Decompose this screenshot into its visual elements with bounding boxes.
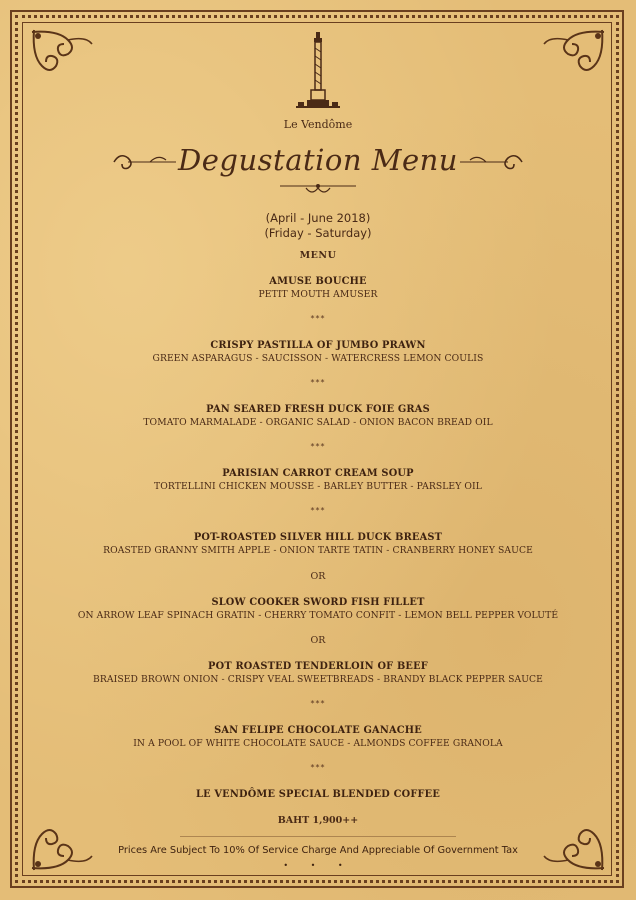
course-item <box>30 403 606 429</box>
course-description: BRAISED BROWN ONION - CRISPY VEAL SWEETBREADS - BRANDY BLACK PEPPER SAUCE <box>93 674 543 685</box>
course-item <box>30 724 606 750</box>
course-separator: *** <box>310 442 326 451</box>
course-description: ROASTED GRANNY SMITH APPLE - ONION TARTE TATIN - CRANBERRY HONEY SAUCE <box>103 545 533 556</box>
footer-note: Prices Are Subject To 10% Of Service Charge And Appreciable Of Government Tax <box>118 845 518 856</box>
scroll-flourish-icon <box>456 150 526 174</box>
price: BAHT 1,900++ <box>277 815 359 826</box>
day-range: (Friday - Saturday) <box>264 226 372 240</box>
course-separator: *** <box>310 314 326 323</box>
menu-heading: MENU <box>299 250 337 261</box>
course-description: TOMATO MARMALADE - ORGANIC SALAD - ONION BACON BREAD OIL <box>143 417 493 428</box>
course-name: SAN FELIPE CHOCOLATE GANACHE <box>214 725 422 736</box>
footer-divider <box>180 836 456 837</box>
course-name: AMUSE BOUCHE <box>269 276 367 287</box>
course-name: PARISIAN CARROT CREAM SOUP <box>222 468 414 479</box>
brand-name: Le Vendôme <box>283 118 353 131</box>
date-range: (April - June 2018) <box>265 211 371 225</box>
corner-ornament-icon <box>28 26 98 86</box>
course-name: SLOW COOKER SWORD FISH FILLET <box>211 597 425 608</box>
or-divider: OR <box>310 635 326 646</box>
course-description: GREEN ASPARAGUS - SAUCISSON - WATERCRESS LEMON COULIS <box>152 353 484 364</box>
course-description: TORTELLINI CHICKEN MOUSSE - BARLEY BUTTER - PARSLEY OIL <box>154 481 482 492</box>
scroll-flourish-icon <box>278 180 358 196</box>
course-description: ON ARROW LEAF SPINACH GRATIN - CHERRY TOMATO CONFIT - LEMON BELL PEPPER VOLUTÉ <box>77 610 559 621</box>
course-name: POT-ROASTED SILVER HILL DUCK BREAST <box>193 532 443 543</box>
course-separator: *** <box>310 378 326 387</box>
footer-dots: • • • <box>283 861 353 870</box>
course-item <box>30 596 606 622</box>
course-name: CRISPY PASTILLA OF JUMBO PRAWN <box>210 340 426 351</box>
course-name: LE VENDÔME SPECIAL BLENDED COFFEE <box>196 789 440 800</box>
availability-dates <box>0 211 636 241</box>
course-separator: *** <box>310 763 326 772</box>
course-item <box>30 788 606 802</box>
course-item <box>30 275 606 301</box>
or-divider: OR <box>310 571 326 582</box>
course-item <box>30 660 606 686</box>
course-separator: *** <box>310 506 326 515</box>
course-description: PETIT MOUTH AMUSER <box>258 289 378 300</box>
page-title: Degustation Menu <box>178 143 458 177</box>
corner-ornament-icon <box>538 26 608 86</box>
course-item <box>30 467 606 493</box>
course-separator: *** <box>310 699 326 708</box>
column-monument-icon <box>288 30 348 120</box>
course-name: POT ROASTED TENDERLOIN OF BEEF <box>208 661 428 672</box>
course-item <box>30 531 606 557</box>
course-description: IN A POOL OF WHITE CHOCOLATE SAUCE - ALMONDS COFFEE GRANOLA <box>133 738 503 749</box>
course-item <box>30 339 606 365</box>
course-name: PAN SEARED FRESH DUCK FOIE GRAS <box>206 404 430 415</box>
